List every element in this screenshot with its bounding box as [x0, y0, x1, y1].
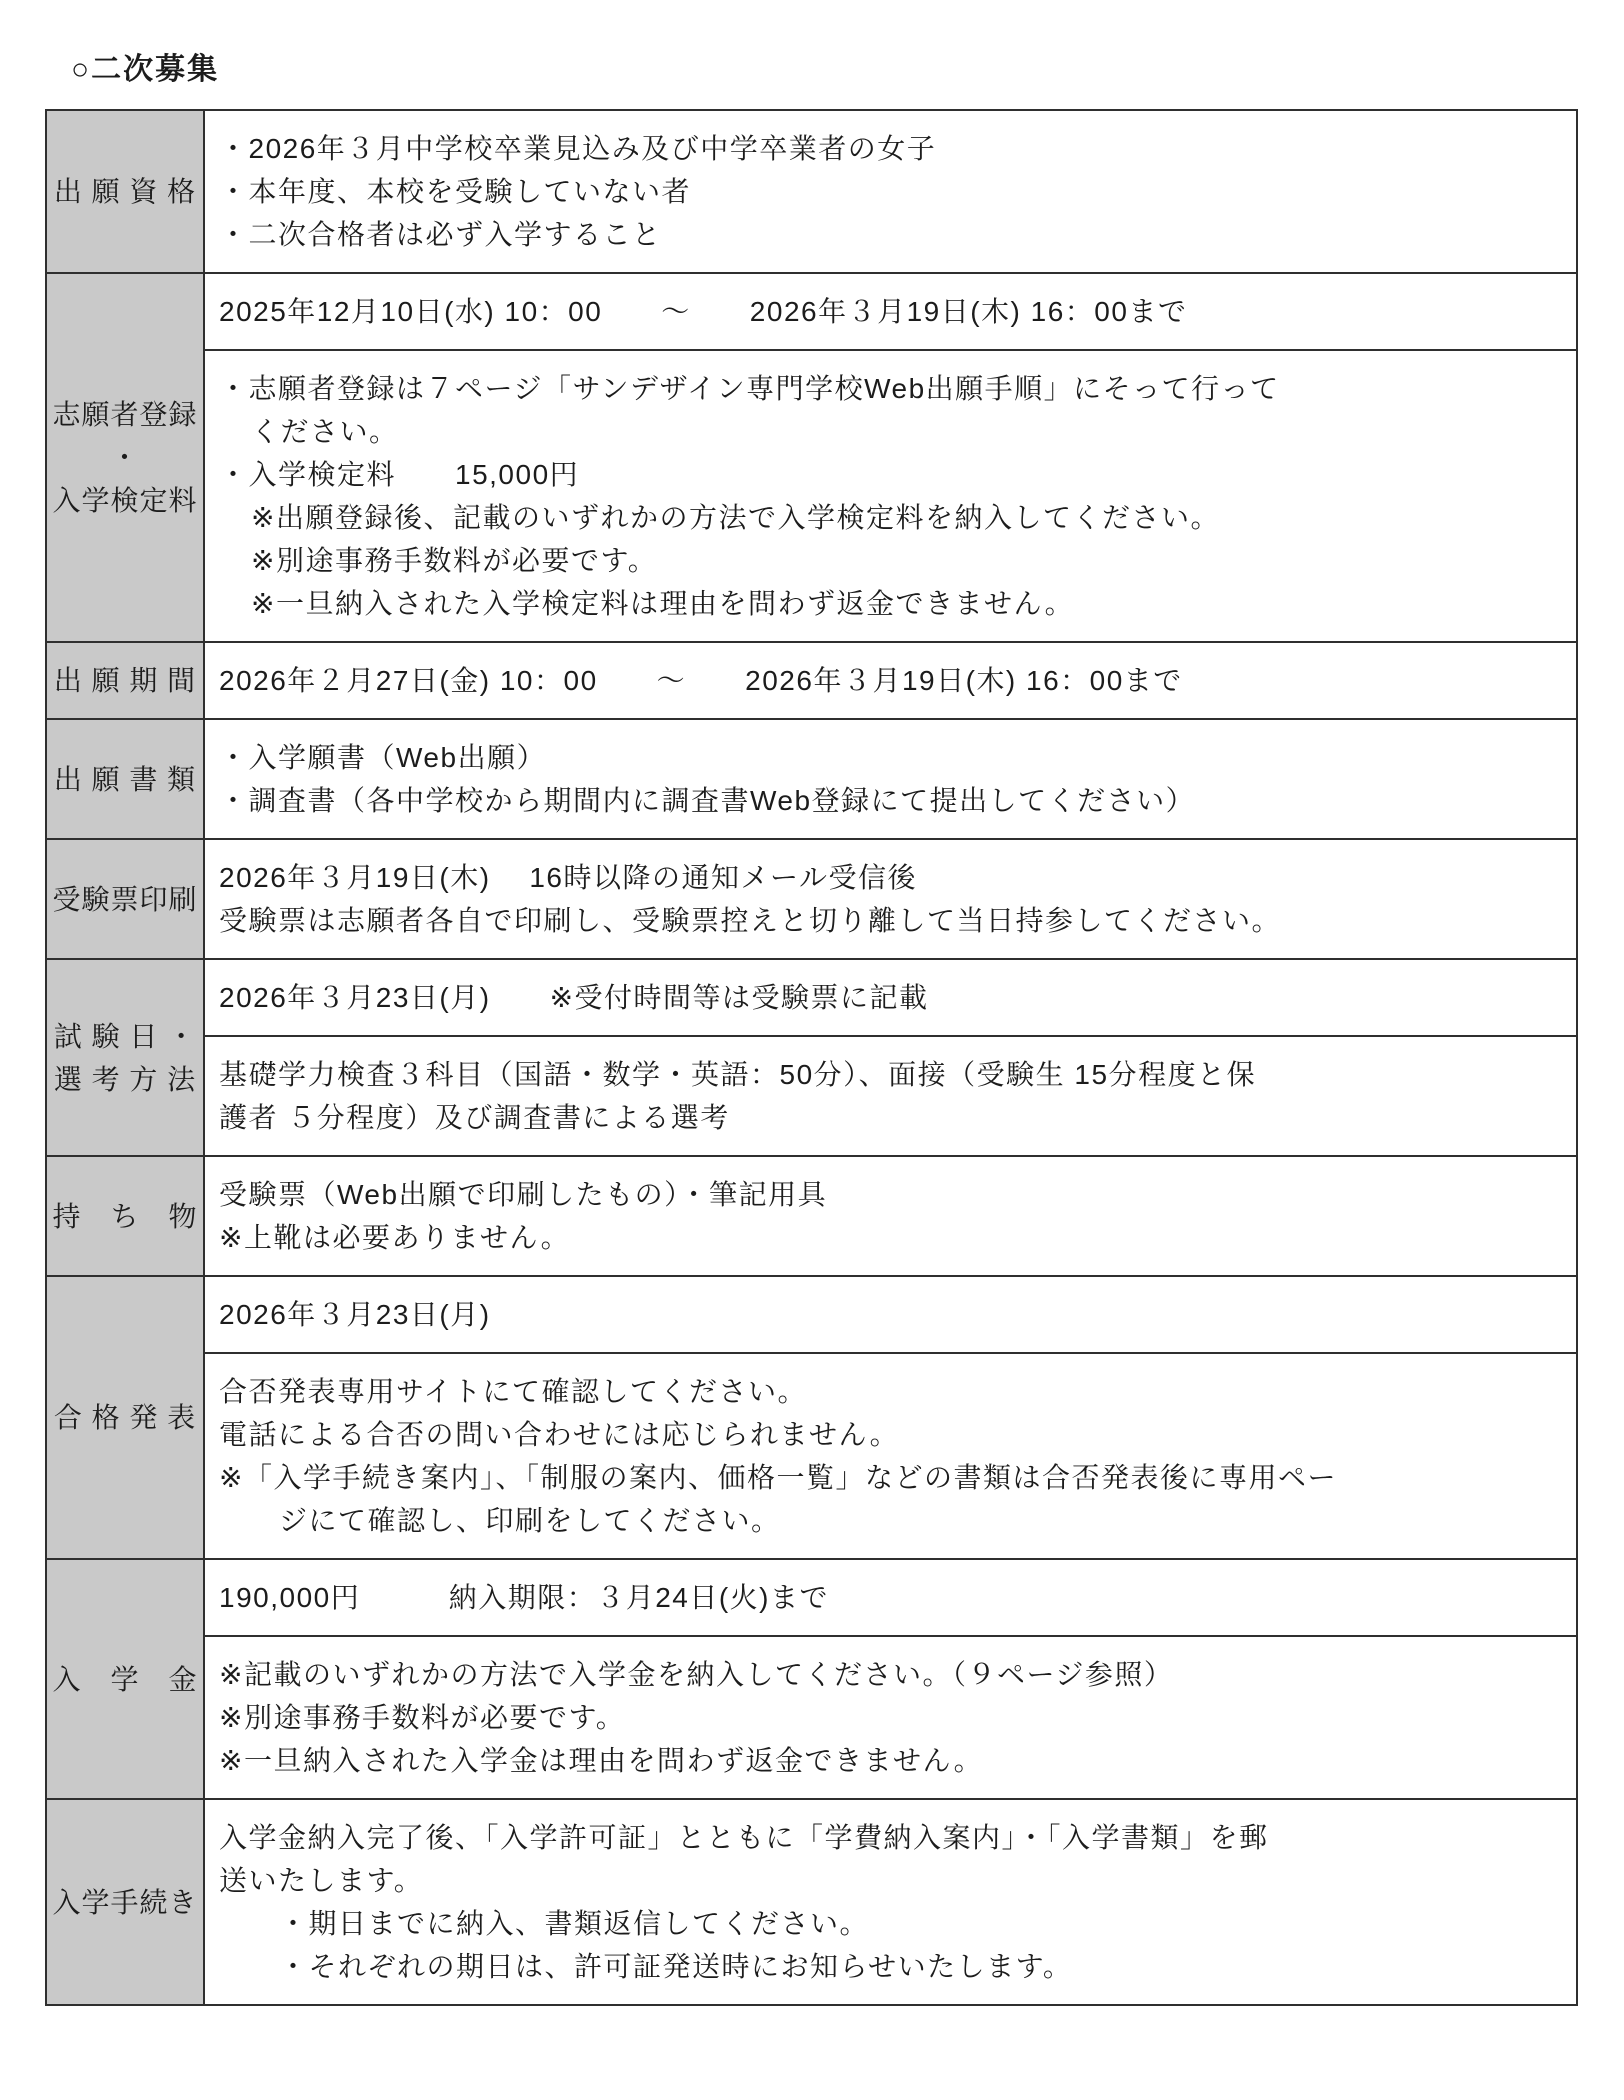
table-row	[47, 111, 1576, 272]
content-cell	[205, 1035, 1576, 1155]
content-line: 受験票は志願者各自で印刷し、受験票控えと切り離して当日持参してください。	[219, 905, 1282, 936]
table-row	[47, 958, 1576, 1155]
row-content	[205, 840, 1576, 958]
content-cell	[205, 349, 1576, 641]
content-cell	[205, 1560, 1576, 1635]
content-line: ※一旦納入された入学検定料は理由を問わず返金できません。	[251, 588, 1075, 619]
row-header	[47, 111, 205, 272]
row-header	[47, 643, 205, 718]
row-header-label: 試 験 日 ・	[53, 1020, 197, 1052]
content-line: ・二次合格者は必ず入学すること	[219, 219, 662, 250]
row-content	[205, 960, 1576, 1155]
content-line: ・入学検定料 15,000円	[219, 459, 580, 490]
content-cell	[205, 1157, 1576, 1275]
row-header	[47, 720, 205, 838]
table-row	[47, 1558, 1576, 1798]
row-header	[47, 1157, 205, 1275]
row-header	[47, 1277, 205, 1558]
row-header-label: 出 願 資 格	[53, 176, 197, 207]
row-content	[205, 111, 1576, 272]
row-header-label: 入 学 金	[52, 1663, 198, 1695]
admissions-table	[45, 109, 1578, 2006]
content-line: ※別途事務手数料が必要です。	[219, 1702, 626, 1733]
content-cell	[205, 720, 1576, 838]
row-header-label: 合 格 発 表	[53, 1402, 197, 1433]
row-header-label: 入学手続き	[52, 1886, 198, 1918]
content-line: ・それぞれの期日は、許可証発送時にお知らせいたします。	[279, 1951, 1073, 1982]
content-line: 合否発表専用サイトにて確認してください。	[219, 1376, 808, 1407]
page-title: ○二次募集	[71, 53, 220, 86]
content-line: 入学金納入完了後、「入学許可証」とともに「学費納入案内」・「入学書類」を郵	[219, 1822, 1269, 1853]
content-line: ください。	[251, 416, 399, 447]
table-row	[47, 1155, 1576, 1275]
row-content	[205, 720, 1576, 838]
row-header	[47, 1800, 205, 2004]
content-line: ・本年度、本校を受験していない者	[219, 176, 692, 207]
row-content	[205, 1560, 1576, 1798]
content-cell	[205, 840, 1576, 958]
content-cell	[205, 1352, 1576, 1558]
content-line: ※一旦納入された入学金は理由を問わず返金できません。	[219, 1745, 984, 1776]
row-header	[47, 840, 205, 958]
content-cell	[205, 274, 1576, 349]
row-content	[205, 274, 1576, 641]
content-line: 190,000円 納入期限：３月24日(火)まで	[219, 1582, 830, 1613]
row-header-label: 選 考 方 法	[53, 1063, 197, 1095]
content-line: ・期日までに納入、書類返信してください。	[279, 1908, 870, 1939]
content-line: 2026年３月23日(月) ※受付時間等は受験票に記載	[219, 982, 929, 1013]
content-cell	[205, 643, 1576, 718]
table-row	[47, 641, 1576, 718]
row-header-label: ・	[110, 442, 140, 473]
content-line: ・調査書（各中学校から期間内に調査書Web登録にて提出してください）	[219, 785, 1196, 816]
row-content	[205, 1800, 1576, 2004]
content-line: ※出願登録後、記載のいずれかの方法で入学検定料を納入してください。	[251, 502, 1220, 533]
row-content	[205, 643, 1576, 718]
content-line: 基礎学力検査３科目（国語・数学・英語：50分）、面接（受験生 15分程度と保	[219, 1059, 1257, 1090]
row-header-label: 出 願 期 間	[53, 665, 197, 696]
content-line: ・2026年３月中学校卒業見込み及び中学卒業者の女子	[219, 133, 937, 164]
content-line: ※上靴は必要ありません。	[219, 1222, 571, 1253]
content-line: 電話による合否の問い合わせには応じられません。	[219, 1419, 900, 1450]
row-content	[205, 1157, 1576, 1275]
row-header	[47, 274, 205, 641]
content-cell	[205, 1800, 1576, 2004]
row-header	[47, 1560, 205, 1798]
table-row	[47, 1798, 1576, 2004]
content-line: 送いたします。	[219, 1865, 424, 1896]
row-header-label: 志願者登録	[52, 399, 198, 430]
content-line: 2025年12月10日(水) 10：00 ～ 2026年３月19日(木) 16：00まで	[219, 296, 1188, 327]
content-cell	[205, 1277, 1576, 1352]
content-line: 2026年３月19日(木) 16時以降の通知メール受信後	[219, 862, 917, 893]
table-row	[47, 838, 1576, 958]
content-line: ※「入学手続き案内」、「制服の案内、価格一覧」などの書類は合否発表後に専用ペー	[219, 1462, 1337, 1493]
row-header-label: 出 願 書 類	[53, 763, 197, 795]
row-content	[205, 1277, 1576, 1558]
row-header-label: 持 ち 物	[52, 1200, 198, 1232]
row-header-label: 入学検定料	[52, 485, 198, 516]
content-cell	[205, 960, 1576, 1035]
row-header-label: 受験票印刷	[52, 883, 198, 915]
content-line: ・志願者登録は７ページ「サンデザイン専門学校Web出願手順」にそって行って	[219, 373, 1280, 404]
content-line: 2026年２月27日(金) 10：00 ～ 2026年３月19日(木) 16：00まで	[219, 665, 1183, 696]
content-cell	[205, 1635, 1576, 1798]
content-line: ・入学願書（Web出願）	[219, 742, 547, 773]
content-line: 護者 ５分程度）及び調査書による選考	[219, 1102, 730, 1133]
table-row	[47, 718, 1576, 838]
table-row	[47, 1275, 1576, 1558]
content-line: ※記載のいずれかの方法で入学金を納入してください。（９ページ参照）	[219, 1659, 1174, 1690]
content-line: ジにて確認し、印刷をしてください。	[279, 1505, 781, 1536]
content-cell	[205, 111, 1576, 272]
content-line: 2026年３月23日(月)	[219, 1299, 491, 1330]
row-header	[47, 960, 205, 1155]
content-line: ※別途事務手数料が必要です。	[251, 545, 658, 576]
table-row	[47, 272, 1576, 641]
content-line: 受験票（Web出願で印刷したもの）・筆記用具	[219, 1179, 828, 1210]
